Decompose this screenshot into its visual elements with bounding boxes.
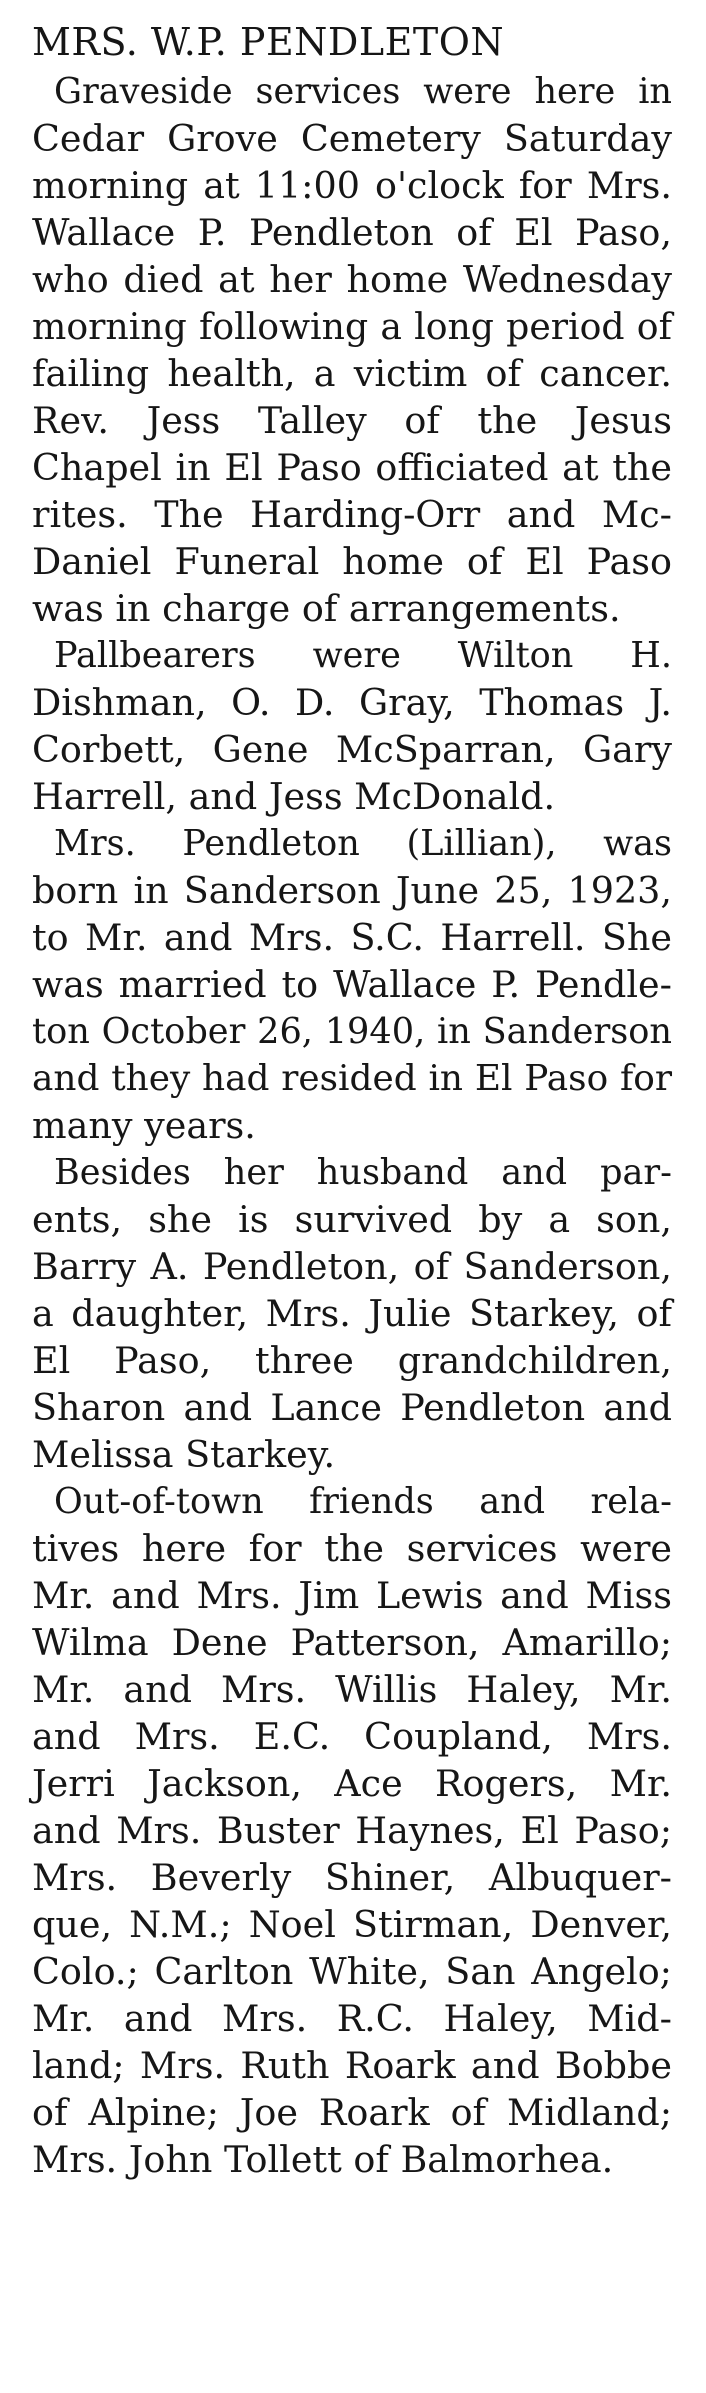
text-line: to Mr. and Mrs. S.C. Harrell. She bbox=[32, 916, 672, 959]
text-line: Harrell, and Jess McDonald. bbox=[32, 775, 556, 818]
text-line: who died at her home Wednesday bbox=[32, 258, 672, 301]
paragraph-pallbearers bbox=[32, 632, 672, 820]
text-line: Graveside services were here in bbox=[54, 71, 672, 112]
text-line: failing health, a victim of cancer. bbox=[32, 352, 672, 395]
obituary-headline: MRS. W.P. PENDLETON bbox=[32, 20, 505, 64]
text-line: Mr. and Mrs. Jim Lewis and Miss bbox=[32, 1574, 672, 1617]
paragraph-survivors bbox=[32, 1149, 672, 1478]
text-line: was in charge of arrangements. bbox=[32, 587, 621, 630]
text-line: Mrs. Pendleton (Lillian), was bbox=[54, 823, 672, 864]
text-line: morning following a long period of bbox=[32, 305, 672, 348]
text-line: Sharon and Lance Pendleton and bbox=[32, 1386, 672, 1429]
paragraph-biography bbox=[32, 820, 672, 1149]
text-line: Mrs. Beverly Shiner, Albuquer- bbox=[32, 1856, 672, 1899]
text-line: Colo.; Carlton White, San Angelo; bbox=[32, 1950, 672, 1993]
text-line: Cedar Grove Cemetery Saturday bbox=[32, 117, 672, 160]
text-line: and they had resided in El Paso for bbox=[32, 1058, 672, 1099]
text-line: tives here for the services were bbox=[32, 1527, 672, 1570]
text-line: Out-of-town friends and rela- bbox=[54, 1481, 672, 1522]
text-line: land; Mrs. Ruth Roark and Bobbe bbox=[32, 2044, 672, 2087]
text-line: a daughter, Mrs. Julie Starkey, of bbox=[32, 1292, 672, 1335]
text-line: Mr. and Mrs. Willis Haley, Mr. bbox=[32, 1668, 672, 1711]
text-line: Wallace P. Pendleton of El Paso, bbox=[32, 211, 672, 254]
text-line: many years. bbox=[32, 1104, 256, 1147]
text-line: ents, she is survived by a son, bbox=[32, 1198, 672, 1241]
text-line: Wilma Dene Patterson, Amarillo; bbox=[32, 1621, 672, 1664]
text-line: Corbett, Gene McSparran, Gary bbox=[32, 728, 672, 771]
text-line: Daniel Funeral home of El Paso bbox=[32, 540, 672, 583]
paragraph-services bbox=[32, 68, 672, 632]
text-line: Pallbearers were Wilton H. bbox=[54, 635, 672, 676]
paragraph-visitors bbox=[32, 1478, 672, 2183]
text-line: Jerri Jackson, Ace Rogers, Mr. bbox=[32, 1762, 672, 1805]
text-line: and Mrs. E.C. Coupland, Mrs. bbox=[32, 1715, 672, 1758]
text-line: of Alpine; Joe Roark of Midland; bbox=[32, 2091, 672, 2134]
text-line: Dishman, O. D. Gray, Thomas J. bbox=[32, 681, 672, 724]
text-line: ton October 26, 1940, in Sanderson bbox=[32, 1011, 672, 1052]
text-line: Rev. Jess Talley of the Jesus bbox=[32, 399, 672, 442]
text-line: Melissa Starkey. bbox=[32, 1433, 336, 1476]
text-line: morning at 11:00 o'clock for Mrs. bbox=[32, 164, 672, 207]
text-line: was married to Wallace P. Pendle- bbox=[32, 963, 672, 1006]
text-line: El Paso, three grandchildren, bbox=[32, 1339, 672, 1382]
text-line: Barry A. Pendleton, of Sanderson, bbox=[32, 1245, 672, 1288]
text-line: rites. The Harding-Orr and Mc- bbox=[32, 493, 672, 536]
text-line: Mr. and Mrs. R.C. Haley, Mid- bbox=[32, 1997, 672, 2040]
text-line: Besides her husband and par- bbox=[54, 1152, 672, 1193]
text-line: que, N.M.; Noel Stirman, Denver, bbox=[32, 1903, 672, 1946]
text-line: and Mrs. Buster Haynes, El Paso; bbox=[32, 1809, 672, 1852]
text-line: Mrs. John Tollett of Balmorhea. bbox=[32, 2138, 614, 2181]
text-line: born in Sanderson June 25, 1923, bbox=[32, 869, 672, 912]
text-line: Chapel in El Paso officiated at the bbox=[32, 446, 672, 489]
